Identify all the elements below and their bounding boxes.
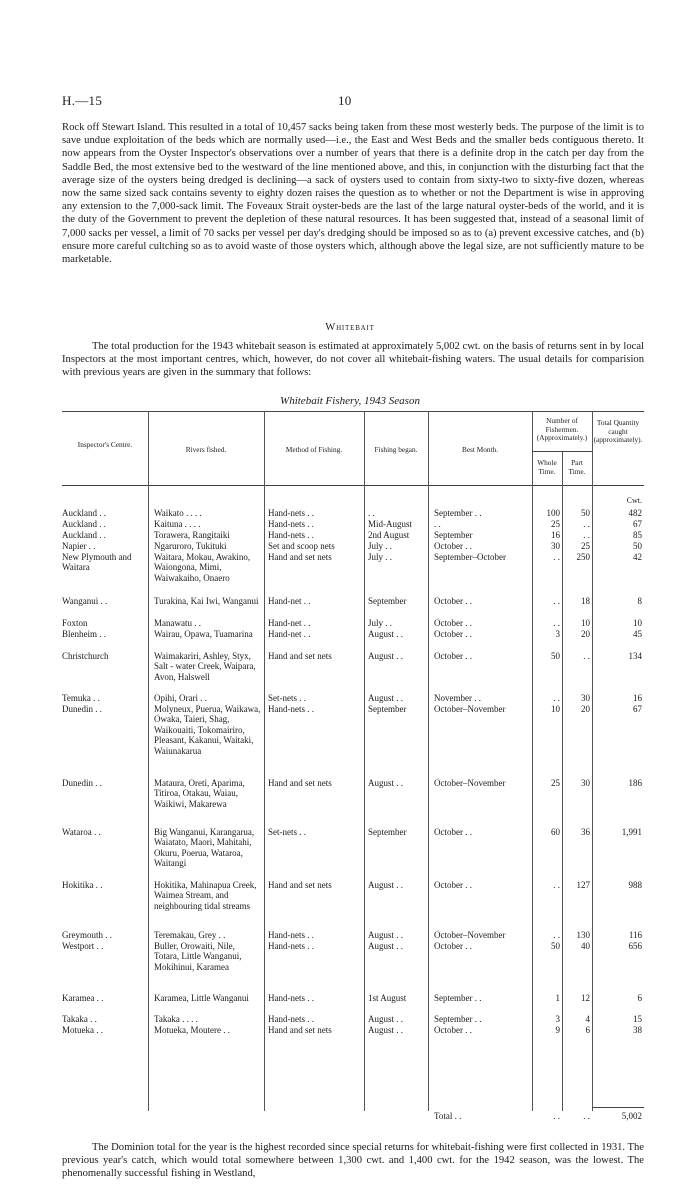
cell-rivers: Teremakau, Grey . . (154, 930, 226, 940)
cell-rivers: Torawera, Rangitaiki (154, 530, 230, 540)
cell-began: September (368, 596, 407, 606)
cell-best-month: September . . (434, 508, 482, 518)
cell-total: 15 (633, 1014, 642, 1024)
whitebait-table (62, 411, 644, 1127)
cell-began: September (368, 827, 407, 837)
cell-centre: Greymouth . . (62, 930, 112, 940)
cell-total: 85 (633, 530, 642, 540)
cell-best-month: September–October (434, 552, 506, 562)
section-heading-whitebait: Whitebait (325, 322, 375, 333)
cell-began: August . . (368, 1014, 404, 1024)
cell-began: August . . (368, 880, 404, 890)
cell-rivers: Turakina, Kai Iwi, Wanganui (154, 596, 259, 606)
oyster-paragraph: Rock off Stewart Island. This resulted in a total of 10,457 sacks being taken from these most westerly beds. The purpose of the limit is to save undue exploitation of the beds which are normally used—i.e., the East and West Beds and the smaller beds contiguous thereto. It now appears from the Oyster Inspector's observations over a number of years that there is a definite drop in the catch per day from the Saddle Bed, the most extensive bed to the westward of the line mentioned above, and this, in conjunction with the disturbing fact that the average size of the oysters being dredged is declining—a sack of oysters used to contain from sixty-two to sixty-five dozen, whereas now the same sized sack contains seventy to eighty dozen raises the question as to whether or not the Department is wise in approving any extension to the 7,000-sack limit. The Foveaux Strait oyster-beds are the last of the large natural oyster-beds of the world, and it is the duty of the Government to prevent the depletion of these natural resources. It has been suggested that, instead of a seasonal limit of 7,000 sacks per vessel, a limit of 70 sacks per vessel per day's dredging should be imposed so as to (a) prevent excessive catches, and (b) ensure more careful cultching so as to avoid waste of those oysters which, although above the legal size, are not sufficiently mature to be marketable. (62, 122, 644, 266)
cell-began: August . . (368, 693, 404, 703)
cell-method: Hand-nets . . (268, 519, 314, 529)
cell-method: Hand-nets . . (268, 930, 314, 940)
cell-best-month: October–November (434, 704, 506, 714)
cell-rivers: Kaituna . . . . (154, 519, 201, 529)
cell-whole-time: 3 (555, 629, 560, 639)
cell-method: Hand-net . . (268, 629, 311, 639)
column-divider (264, 411, 265, 1111)
cell-method: Set and scoop nets (268, 541, 335, 551)
cell-centre: Blenheim . . (62, 629, 106, 639)
cell-part-time: 250 (576, 552, 590, 562)
cell-began: Mid-August (368, 519, 413, 529)
cell-centre: Christchurch (62, 651, 109, 661)
cell-method: Hand-net . . (268, 596, 311, 606)
cell-total: 116 (628, 930, 642, 940)
cell-method: Hand and set nets (268, 880, 332, 890)
cell-part-time: 4 (585, 1014, 590, 1024)
cell-rivers: Hokitika, Mahinapua Creek, Waimea Stream, and neighbouring tidal streams (154, 880, 257, 911)
cell-rivers: Manawatu . . (154, 618, 201, 628)
cell-part-time: 50 (581, 508, 590, 518)
cell-began: July . . (368, 552, 393, 562)
cell-total: 186 (628, 778, 642, 788)
column-divider (148, 411, 149, 1111)
cell-whole-time: 50 (551, 651, 560, 661)
cell-began: July . . (368, 618, 393, 628)
table-title: Whitebait Fishery, 1943 Season (280, 395, 420, 407)
header-unit-cwt: Cwt. (626, 496, 642, 505)
header-centre: Inspector's Centre. (77, 440, 133, 449)
cell-best-month: October . . (434, 618, 472, 628)
cell-centre: Auckland . . (62, 508, 106, 518)
cell-part-time: 127 (576, 880, 590, 890)
cell-rivers: Ngaruroro, Tukituki (154, 541, 227, 551)
cell-began: August . . (368, 778, 404, 788)
page-number: 10 (338, 93, 352, 108)
column-divider (562, 451, 563, 1111)
header-fishermen: Number of Fishermen. (Approximately.) (536, 416, 588, 443)
cell-method: Hand-nets . . (268, 704, 314, 714)
cell-best-month: October . . (434, 827, 472, 837)
cell-part-time: 30 (581, 693, 590, 703)
cell-rivers: Waimakariri, Ashley, Styx, Salt - water Creek, Waipara, Avon, Halswell (154, 651, 256, 682)
cell-best-month: October–November (434, 930, 506, 940)
cell-best-month: . . (434, 519, 441, 529)
cell-part-time: 30 (581, 778, 590, 788)
cell-total: 6 (637, 993, 642, 1003)
total-sum-rule (592, 1107, 644, 1108)
cell-whole-time: 9 (555, 1025, 560, 1035)
column-divider (428, 411, 429, 1111)
cell-began: September (368, 704, 407, 714)
cell-part-time: . . (583, 530, 590, 540)
cell-best-month: October . . (434, 1025, 472, 1035)
cell-part-time: 130 (576, 930, 590, 940)
header-whole-time: Whole Time. (537, 458, 557, 476)
header-method: Method of Fishing. (285, 445, 343, 454)
report-code: H.—15 (62, 93, 103, 108)
cell-total: 67 (633, 519, 642, 529)
cell-began: August . . (368, 941, 404, 951)
cell-total: 10 (633, 618, 642, 628)
cell-total: 1,991 (621, 827, 642, 837)
cell-began: August . . (368, 651, 404, 661)
cell-best-month: November . . (434, 693, 481, 703)
cell-part-time: 12 (581, 993, 590, 1003)
cell-rivers: Big Wanganui, Karangarua, Waiatato, Maori, Mahitahi, Okuru, Poerua, Wataroa, Waitangi (154, 827, 255, 869)
cell-method: Hand and set nets (268, 552, 332, 562)
header-part-time: Part Time. (568, 458, 586, 476)
cell-total-part: . . (583, 1111, 590, 1121)
cell-best-month: September (434, 530, 473, 540)
dominion-total-paragraph: The Dominion total for the year is the highest recorded since special returns for whitebait-fishing were first collected in 1931. The previous year's catch, which would total somewhere between 1,300 cwt. and 1,400 cwt. for the 1942 season, was the lowest. The phenomenally successful fishing in Westland, (62, 1142, 644, 1180)
cell-whole-time: . . (553, 930, 560, 940)
cell-began: August . . (368, 930, 404, 940)
cell-centre: Foxton (62, 618, 88, 628)
table-header-rule (62, 485, 644, 486)
cell-method: Hand-nets . . (268, 508, 314, 518)
cell-part-time: 20 (581, 629, 590, 639)
cell-best-month: October . . (434, 880, 472, 890)
cell-rivers: Molyneux, Puerua, Waikawa, Owaka, Taieri, Shag, Waikouaiti, Tokomairiro, Pleasant, Kakanui, Waitaki, Waiunakarua (154, 704, 261, 756)
cell-whole-time: 3 (555, 1014, 560, 1024)
cell-best-month: October . . (434, 629, 472, 639)
cell-centre: Westport . . (62, 941, 104, 951)
cell-part-time: . . (583, 651, 590, 661)
cell-rivers: Karamea, Little Wanganui (154, 993, 249, 1003)
column-divider (532, 411, 533, 1111)
cell-whole-time: 25 (551, 519, 560, 529)
cell-whole-time: 30 (551, 541, 560, 551)
cell-method: Hand-nets . . (268, 941, 314, 951)
cell-total: 42 (633, 552, 642, 562)
cell-total: 67 (633, 704, 642, 714)
cell-total: 988 (628, 880, 642, 890)
cell-total-whole: . . (553, 1111, 560, 1121)
cell-total: 482 (628, 508, 642, 518)
cell-began: August . . (368, 629, 404, 639)
table-top-rule (62, 411, 644, 412)
cell-best-month: October . . (434, 651, 472, 661)
cell-whole-time: 10 (551, 704, 560, 714)
cell-part-time: 20 (581, 704, 590, 714)
cell-total: 8 (637, 596, 642, 606)
cell-centre: Motueka . . (62, 1025, 103, 1035)
column-divider (592, 411, 593, 1111)
cell-method: Hand-net . . (268, 618, 311, 628)
cell-part-time: 10 (581, 618, 590, 628)
cell-method: Hand-nets . . (268, 530, 314, 540)
cell-whole-time: . . (553, 552, 560, 562)
cell-centre: Auckland . . (62, 519, 106, 529)
header-total-quantity: Total Quantity caught (approximately). (593, 418, 643, 445)
cell-best-month: October–November (434, 778, 506, 788)
cell-part-time: 40 (581, 941, 590, 951)
cell-whole-time: . . (553, 596, 560, 606)
header-rivers: Rivers fished. (185, 445, 227, 454)
cell-part-time: . . (583, 519, 590, 529)
cell-whole-time: 100 (546, 508, 560, 518)
cell-method: Hand-nets . . (268, 1014, 314, 1024)
cell-centre: Dunedin . . (62, 778, 102, 788)
cell-centre: Hokitika . . (62, 880, 103, 890)
cell-best-month: October . . (434, 941, 472, 951)
cell-whole-time: . . (553, 693, 560, 703)
cell-part-time: 18 (581, 596, 590, 606)
cell-centre: Dunedin . . (62, 704, 102, 714)
header-began: Fishing began. (374, 445, 418, 454)
cell-best-month: October . . (434, 596, 472, 606)
cell-centre: Temuka . . (62, 693, 100, 703)
cell-total: 38 (633, 1025, 642, 1035)
cell-best-month: October . . (434, 541, 472, 551)
cell-rivers: Wairau, Opawa, Tuamarina (154, 629, 253, 639)
cell-whole-time: . . (553, 880, 560, 890)
cell-rivers: Opihi, Orari . . (154, 693, 207, 703)
cell-whole-time: 1 (555, 993, 560, 1003)
cell-rivers: Waikato . . . . (154, 508, 202, 518)
cell-centre: Karamea . . (62, 993, 104, 1003)
cell-method: Hand and set nets (268, 1025, 332, 1035)
cell-part-time: 25 (581, 541, 590, 551)
cell-part-time: 36 (581, 827, 590, 837)
cell-centre: Wataroa . . (62, 827, 101, 837)
cell-method: Hand-nets . . (268, 993, 314, 1003)
cell-best-month: September . . (434, 993, 482, 1003)
cell-total: 45 (633, 629, 642, 639)
cell-rivers: Mataura, Oreti, Aparima, Titiroa, Otakau, Waiau, Waikiwi, Makarewa (154, 778, 245, 809)
cell-method: Set-nets . . (268, 693, 306, 703)
cell-total: 50 (633, 541, 642, 551)
whitebait-intro-paragraph: The total production for the 1943 whitebait season is estimated at approximately 5,002 cwt. on the basis of returns sent in by local Inspectors at the most important centres, which, however, do not cover all whitebait-fishing waters. The usual details for comparision with previous years are given in the summary that follows: (62, 341, 644, 379)
cell-method: Set-nets . . (268, 827, 306, 837)
cell-total: 656 (628, 941, 642, 951)
cell-whole-time: 50 (551, 941, 560, 951)
cell-rivers: Takaka . . . . (154, 1014, 198, 1024)
cell-method: Hand and set nets (268, 651, 332, 661)
cell-began: . . (368, 508, 375, 518)
header-best-month: Best Month. (461, 445, 499, 454)
cell-total: 134 (628, 651, 642, 661)
cell-rivers: Buller, Orowaiti, Nile, Totara, Little Wanganui, Mokihinui, Karamea (154, 941, 242, 972)
cell-began: 2nd August (368, 530, 410, 540)
cell-method: Hand and set nets (268, 778, 332, 788)
cell-total-label: Total . . (434, 1111, 462, 1121)
cell-grand-total: 5,002 (621, 1111, 642, 1121)
cell-began: 1st August (368, 993, 407, 1003)
cell-whole-time: . . (553, 618, 560, 628)
cell-part-time: 6 (585, 1025, 590, 1035)
cell-centre: Auckland . . (62, 530, 106, 540)
cell-centre: Napier . . (62, 541, 96, 551)
cell-began: August . . (368, 1025, 404, 1035)
cell-rivers: Motueka, Moutere . . (154, 1025, 230, 1035)
cell-centre: Wanganui . . (62, 596, 108, 606)
cell-whole-time: 25 (551, 778, 560, 788)
cell-best-month: September . . (434, 1014, 482, 1024)
cell-whole-time: 16 (551, 530, 560, 540)
cell-centre: New Plymouth and Waitara (62, 552, 132, 573)
cell-rivers: Waitara, Mokau, Awakino, Waiongona, Mimi, Waiwakaiho, Onaero (154, 552, 251, 583)
cell-whole-time: 60 (551, 827, 560, 837)
cell-centre: Takaka . . (62, 1014, 97, 1024)
column-divider (364, 411, 365, 1111)
fishermen-subheader-rule (532, 451, 592, 452)
cell-began: July . . (368, 541, 393, 551)
cell-total: 16 (633, 693, 642, 703)
